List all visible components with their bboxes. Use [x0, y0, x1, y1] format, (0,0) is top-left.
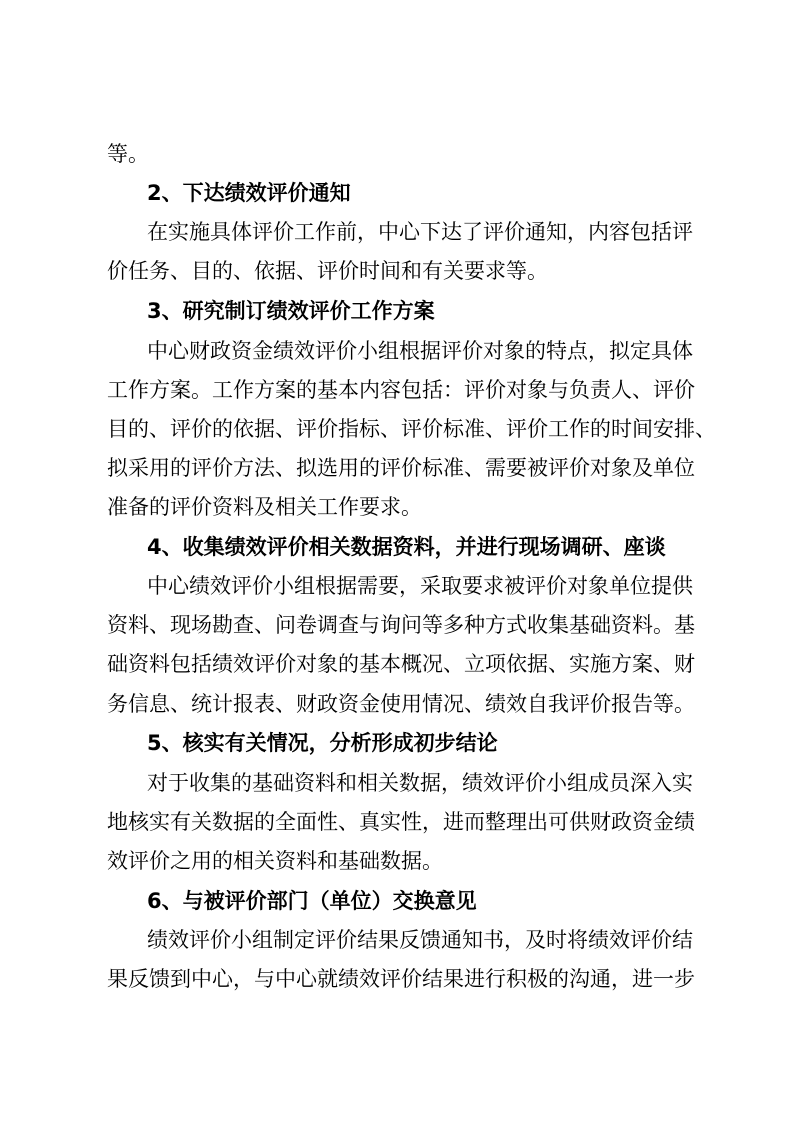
section-heading: 3、研究制订绩效评价工作方案	[147, 299, 435, 323]
section-heading: 2、下达绩效评价通知	[147, 181, 351, 205]
paragraph-line: 绩效评价小组制定评价结果反馈通知书，及时将绩效评价结	[147, 928, 693, 952]
section-heading: 6、与被评价部门（单位）交换意见	[147, 889, 477, 913]
paragraph-line: 果反馈到中心，与中心就绩效评价结果进行积极的沟通，进一步	[107, 967, 695, 991]
paragraph-line: 地核实有关数据的全面性、真实性，进而整理出可供财政资金绩	[107, 810, 695, 834]
section-heading: 4、收集绩效评价相关数据资料，并进行现场调研、座谈	[147, 535, 666, 559]
paragraph-line: 准备的评价资料及相关工作要求。	[107, 495, 422, 519]
paragraph-line: 目的、评价的依据、评价指标、评价标准、评价工作的时间安排、	[107, 417, 716, 441]
paragraph-line: 务信息、统计报表、财政资金使用情况、绩效自我评价报告等。	[107, 692, 695, 716]
paragraph-line: 拟采用的评价方法、拟选用的评价标准、需要被评价对象及单位	[107, 456, 695, 480]
paragraph-line: 效评价之用的相关资料和基础数据。	[107, 849, 443, 873]
paragraph-line: 中心财政资金绩效评价小组根据评价对象的特点，拟定具体	[147, 339, 693, 363]
paragraph-line: 中心绩效评价小组根据需要，采取要求被评价对象单位提供	[147, 574, 693, 598]
paragraph-line: 础资料包括绩效评价对象的基本概况、立项依据、实施方案、财	[107, 652, 695, 676]
paragraph-line: 等。	[107, 142, 149, 166]
paragraph-line: 对于收集的基础资料和相关数据，绩效评价小组成员深入实	[147, 771, 693, 795]
paragraph-line: 资料、现场勘查、问卷调查与询问等多种方式收集基础资料。基	[107, 613, 695, 637]
section-heading: 5、核实有关情况，分析形成初步结论	[147, 731, 498, 755]
paragraph-line: 工作方案。工作方案的基本内容包括：评价对象与负责人、评价	[107, 378, 695, 402]
paragraph-line: 在实施具体评价工作前，中心下达了评价通知，内容包括评	[147, 220, 693, 244]
paragraph-line: 价任务、目的、依据、评价时间和有关要求等。	[107, 259, 548, 283]
